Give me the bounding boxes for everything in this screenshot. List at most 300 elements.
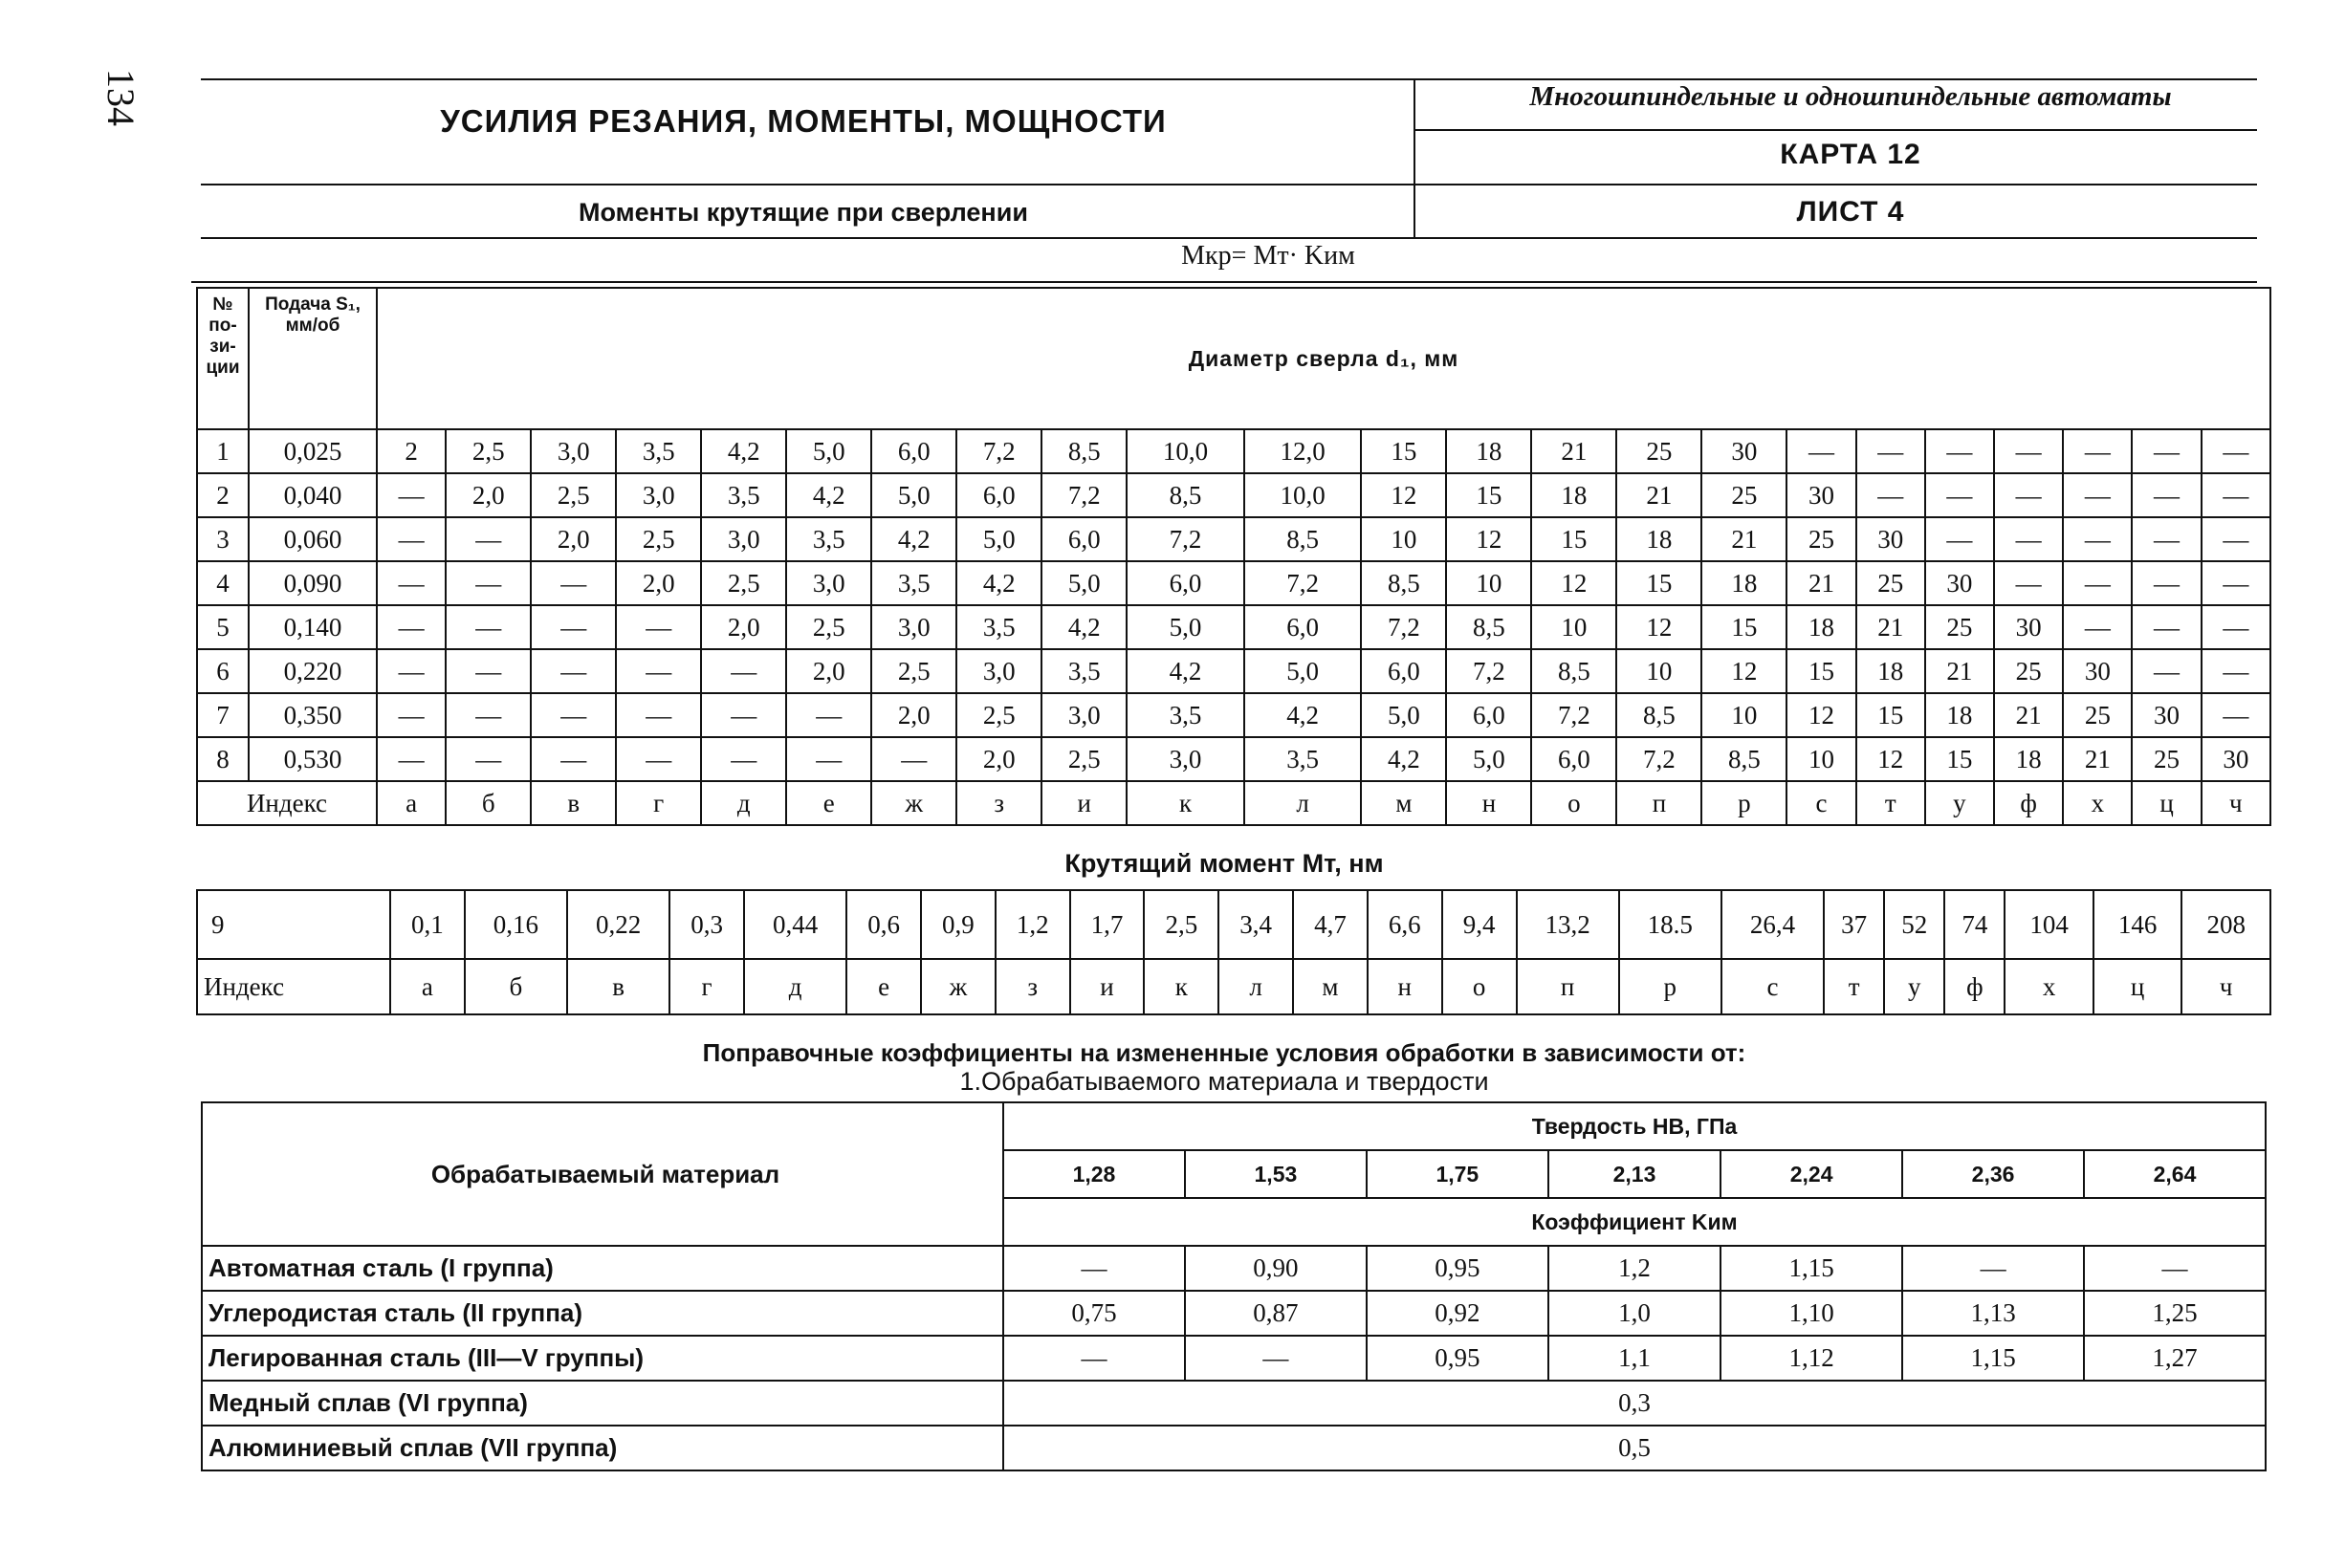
diameter-cell: 18 — [1925, 693, 1994, 737]
diameter-cell: — — [2202, 649, 2270, 693]
torque-index-cell: о — [1442, 959, 1517, 1014]
header-divider — [1414, 78, 1415, 237]
diameter-cell: 5,0 — [1041, 561, 1127, 605]
torque-cell: 146 — [2093, 890, 2182, 959]
torque-index-cell: б — [465, 959, 567, 1014]
index-cell: з — [956, 781, 1041, 825]
header-rule-4 — [191, 281, 2257, 283]
diameter-cell: 4,2 — [956, 561, 1041, 605]
diameter-cell: 25 — [1616, 429, 1701, 473]
index-cell: а — [377, 781, 446, 825]
diameter-cell: — — [377, 561, 446, 605]
diameter-cell: 4,2 — [871, 517, 956, 561]
index-cell: и — [1041, 781, 1127, 825]
index-row — [197, 781, 2270, 825]
diameter-cell: 4,2 — [786, 473, 871, 517]
diameter-cell: 2,5 — [701, 561, 786, 605]
diameter-cell: 18 — [1616, 517, 1701, 561]
material-row — [202, 1246, 2266, 1291]
diameter-cell: 15 — [1361, 429, 1446, 473]
sheet-number: ЛИСТ 4 — [1796, 196, 1905, 228]
index-cell: л — [1244, 781, 1362, 825]
correction-table — [201, 1101, 2267, 1471]
material-name: Автоматная сталь (I группа) — [202, 1246, 1003, 1291]
index-cell: б — [446, 781, 531, 825]
diameter-cell: 21 — [1994, 693, 2063, 737]
diameter-cell: 3,5 — [871, 561, 956, 605]
torque-cell: 26,4 — [1721, 890, 1824, 959]
diameter-cell: — — [446, 605, 531, 649]
coefficient-cell: 0,92 — [1367, 1291, 1548, 1336]
diameter-cell: 7,2 — [1361, 605, 1446, 649]
torque-cell: 208 — [2181, 890, 2270, 959]
feed-cell: 0,060 — [249, 517, 377, 561]
diameter-cell: — — [531, 605, 616, 649]
diameter-cell: 25 — [2063, 693, 2132, 737]
hardness-cell: 1,53 — [1185, 1150, 1367, 1198]
torque-cell: 0,6 — [846, 890, 921, 959]
diameter-cell: 4,2 — [1041, 605, 1127, 649]
feed-cell: 0,090 — [249, 561, 377, 605]
diameter-cell: — — [701, 737, 786, 781]
torque-cell: 74 — [1944, 890, 2005, 959]
coefficient-cell: 0,90 — [1185, 1246, 1367, 1291]
coefficient-cell: 0,5 — [1003, 1426, 2266, 1470]
diameter-cell: 5,0 — [1446, 737, 1531, 781]
diameter-cell: 30 — [1856, 517, 1925, 561]
diameter-cell: 6,0 — [871, 429, 956, 473]
feed-header: Подача S₁, мм/об — [249, 288, 377, 429]
coefficient-cell: — — [1003, 1336, 1185, 1381]
torque-cell: 1,2 — [996, 890, 1070, 959]
section-title: Моменты крутящие при сверлении — [579, 198, 1028, 227]
diameter-cell: — — [616, 693, 701, 737]
index-cell: с — [1786, 781, 1855, 825]
diameter-cell: 3,5 — [956, 605, 1041, 649]
correction-title: Поправочные коэффициенты на измененные условия обработки в зависимости от: — [702, 1038, 1746, 1067]
diameter-cell: 21 — [1531, 429, 1616, 473]
diameter-cell: 30 — [1786, 473, 1855, 517]
diameter-cell: — — [2063, 429, 2132, 473]
diameter-cell: — — [2063, 561, 2132, 605]
diameter-cell: 3,5 — [616, 429, 701, 473]
position-cell: 1 — [197, 429, 249, 473]
diameter-cell: — — [377, 737, 446, 781]
diameter-cell: 2,5 — [531, 473, 616, 517]
coefficient-cell: 1,10 — [1720, 1291, 1902, 1336]
torque-cell: 3,4 — [1218, 890, 1293, 959]
diameter-cell: 3,0 — [956, 649, 1041, 693]
position-cell: 6 — [197, 649, 249, 693]
feed-cell: 0,025 — [249, 429, 377, 473]
diameter-cell: 5,0 — [871, 473, 956, 517]
diameter-cell: — — [446, 737, 531, 781]
diameter-cell: 15 — [1616, 561, 1701, 605]
torque-cell: 0,1 — [390, 890, 465, 959]
material-name: Легированная сталь (III—V группы) — [202, 1336, 1003, 1381]
diameter-cell: — — [1786, 429, 1855, 473]
diameter-cell: — — [1994, 473, 2063, 517]
diameter-cell: 2,0 — [531, 517, 616, 561]
index-cell: ц — [2132, 781, 2201, 825]
coefficient-cell: 1,15 — [1720, 1246, 1902, 1291]
diameter-cell: — — [531, 737, 616, 781]
coefficient-cell: 0,95 — [1367, 1336, 1548, 1381]
torque-table — [196, 889, 2271, 1015]
diameter-cell: 2,5 — [616, 517, 701, 561]
index-cell: е — [786, 781, 871, 825]
feed-cell: 0,530 — [249, 737, 377, 781]
diameter-cell: 21 — [2063, 737, 2132, 781]
diameter-cell: 3,5 — [1041, 649, 1127, 693]
diameter-cell: 3,0 — [786, 561, 871, 605]
torque-cell: 0,44 — [744, 890, 846, 959]
diameter-cell: — — [1994, 517, 2063, 561]
torque-cell: 9,4 — [1442, 890, 1517, 959]
diameter-cell: 10,0 — [1244, 473, 1362, 517]
coefficient-cell: — — [1185, 1336, 1367, 1381]
index-cell: г — [616, 781, 701, 825]
diameter-cell: — — [377, 517, 446, 561]
diameter-cell: 2,0 — [871, 693, 956, 737]
diameter-cell: 21 — [1925, 649, 1994, 693]
coefficient-cell: 1,15 — [1902, 1336, 2084, 1381]
diameter-cell: 5,0 — [956, 517, 1041, 561]
position-cell: 8 — [197, 737, 249, 781]
diameter-header: Диаметр сверла d₁, мм — [377, 288, 2270, 429]
coefficient-cell: — — [1902, 1246, 2084, 1291]
diameter-cell: 3,5 — [701, 473, 786, 517]
position-cell: 4 — [197, 561, 249, 605]
diameter-cell: 7,2 — [1531, 693, 1616, 737]
diameter-cell: 3,5 — [786, 517, 871, 561]
diameter-cell: 5,0 — [1244, 649, 1362, 693]
diameter-cell: 18 — [1786, 605, 1855, 649]
diameter-cell: — — [2202, 517, 2270, 561]
diameter-cell: 7,2 — [1127, 517, 1244, 561]
position-cell: 7 — [197, 693, 249, 737]
diameter-cell: — — [2063, 517, 2132, 561]
table-row — [197, 737, 2270, 781]
diameter-cell: — — [701, 693, 786, 737]
diameter-cell: — — [377, 693, 446, 737]
hardness-cell: 2,64 — [2084, 1150, 2266, 1198]
diameter-cell: 10 — [1361, 517, 1446, 561]
torque-index-cell: ф — [1944, 959, 2005, 1014]
coefficient-cell: 1,12 — [1720, 1336, 1902, 1381]
diameter-cell: 7,2 — [956, 429, 1041, 473]
torque-index-cell: з — [996, 959, 1070, 1014]
diameter-cell: — — [2132, 517, 2201, 561]
coefficient-cell: — — [2084, 1246, 2266, 1291]
diameter-cell: 21 — [1786, 561, 1855, 605]
torque-index-cell: х — [2005, 959, 2093, 1014]
diameter-cell: — — [2202, 473, 2270, 517]
diameter-cell: — — [1856, 429, 1925, 473]
index-cell: д — [701, 781, 786, 825]
coefficient-cell: 0,3 — [1003, 1381, 2266, 1426]
diameter-cell: 4,2 — [1361, 737, 1446, 781]
diameter-cell: — — [2063, 473, 2132, 517]
diameter-cell: 10 — [1786, 737, 1855, 781]
torque-cell: 37 — [1824, 890, 1884, 959]
diameter-cell: 3,0 — [871, 605, 956, 649]
diameter-cell: — — [531, 693, 616, 737]
table-row — [197, 693, 2270, 737]
diameter-cell: 8,5 — [1531, 649, 1616, 693]
diameter-cell: 18 — [1701, 561, 1786, 605]
diameter-cell: 2,5 — [1041, 737, 1127, 781]
page-number: 134 — [99, 69, 142, 126]
index-label: Индекс — [197, 781, 377, 825]
table-row — [197, 517, 2270, 561]
feed-cell: 0,140 — [249, 605, 377, 649]
coefficient-cell: 1,27 — [2084, 1336, 2266, 1381]
material-name: Алюминиевый сплав (VII группа) — [202, 1426, 1003, 1470]
diameter-cell: 8,5 — [1244, 517, 1362, 561]
hardness-cell: 1,28 — [1003, 1150, 1185, 1198]
header-top-rule — [201, 78, 2257, 80]
diameter-cell: 5,0 — [1127, 605, 1244, 649]
diameter-cell: 6,0 — [1127, 561, 1244, 605]
position-cell: 2 — [197, 473, 249, 517]
hardness-cell: 2,13 — [1548, 1150, 1720, 1198]
index-cell: к — [1127, 781, 1244, 825]
coefficient-cell: 1,1 — [1548, 1336, 1720, 1381]
diameter-cell: — — [1925, 473, 1994, 517]
page-title: УСИЛИЯ РЕЗАНИЯ, МОМЕНТЫ, МОЩНОСТИ — [440, 103, 1167, 139]
torque-index-cell: ц — [2093, 959, 2182, 1014]
torque-index-cell: р — [1619, 959, 1721, 1014]
diameter-cell: — — [2132, 605, 2201, 649]
card-number: КАРТА 12 — [1780, 139, 1921, 170]
coefficient-cell: 1,0 — [1548, 1291, 1720, 1336]
diameter-cell: 7,2 — [1041, 473, 1127, 517]
header-rule-3 — [201, 237, 2257, 239]
material-row — [202, 1381, 2266, 1426]
torque-cell: 2,5 — [1144, 890, 1218, 959]
diameter-cell: — — [1925, 517, 1994, 561]
table-row — [197, 473, 2270, 517]
material-row — [202, 1291, 2266, 1336]
index-cell: р — [1701, 781, 1786, 825]
diameter-cell: — — [531, 649, 616, 693]
diameter-cell: 18 — [1856, 649, 1925, 693]
torque-index-cell: г — [669, 959, 744, 1014]
diameter-cell: — — [377, 649, 446, 693]
diameter-cell: — — [446, 693, 531, 737]
diameter-cell: — — [377, 473, 446, 517]
coefficient-cell: 0,87 — [1185, 1291, 1367, 1336]
material-name: Медный сплав (VI группа) — [202, 1381, 1003, 1426]
torque-index-cell: а — [390, 959, 465, 1014]
diameter-cell: 18 — [1446, 429, 1531, 473]
coefficient-cell: 0,95 — [1367, 1246, 1548, 1291]
diameter-cell: 15 — [1531, 517, 1616, 561]
diameter-cell: 8,5 — [1127, 473, 1244, 517]
diameter-cell: — — [2202, 429, 2270, 473]
diameter-cell: 6,0 — [1041, 517, 1127, 561]
index-cell: т — [1856, 781, 1925, 825]
table-row — [197, 649, 2270, 693]
diameter-cell: 3,0 — [1127, 737, 1244, 781]
diameter-cell: 15 — [1856, 693, 1925, 737]
diameter-cell: 15 — [1446, 473, 1531, 517]
diameter-cell: — — [701, 649, 786, 693]
diameter-cell: — — [1856, 473, 1925, 517]
diameter-cell: 30 — [2132, 693, 2201, 737]
diameter-cell: 8,5 — [1616, 693, 1701, 737]
diameter-cell: 25 — [1994, 649, 2063, 693]
diameter-cell: 25 — [1786, 517, 1855, 561]
diameter-cell: 2,5 — [956, 693, 1041, 737]
position-cell: 3 — [197, 517, 249, 561]
diameter-cell: 12 — [1786, 693, 1855, 737]
diameter-cell: 6,0 — [1244, 605, 1362, 649]
diameter-cell: 21 — [1616, 473, 1701, 517]
diameter-cell: 7,2 — [1446, 649, 1531, 693]
diameter-cell: 6,0 — [956, 473, 1041, 517]
torque-index-cell: у — [1884, 959, 1944, 1014]
torque-index-cell: и — [1070, 959, 1145, 1014]
diameter-cell: — — [2202, 693, 2270, 737]
diameter-cell: — — [446, 561, 531, 605]
diameter-cell: 4,2 — [1244, 693, 1362, 737]
diameter-cell: 2,0 — [616, 561, 701, 605]
diameter-cell: 25 — [2132, 737, 2201, 781]
diameter-cell: 25 — [1925, 605, 1994, 649]
index-cell: в — [531, 781, 616, 825]
feed-cell: 0,220 — [249, 649, 377, 693]
diameter-cell: — — [616, 737, 701, 781]
diameter-cell: 12 — [1856, 737, 1925, 781]
table-row — [197, 429, 2270, 473]
torque-position: 9 — [197, 890, 390, 959]
torque-cell: 4,7 — [1293, 890, 1368, 959]
diameter-cell: 5,0 — [786, 429, 871, 473]
torque-cell: 13,2 — [1517, 890, 1619, 959]
diameter-cell: 25 — [1856, 561, 1925, 605]
material-name: Углеродистая сталь (II группа) — [202, 1291, 1003, 1336]
diameter-cell: 6,0 — [1531, 737, 1616, 781]
diameter-cell: 3,5 — [1127, 693, 1244, 737]
material-header: Обрабатываемый материал — [202, 1102, 1003, 1246]
diameter-cell: 12 — [1701, 649, 1786, 693]
diameter-cell: 30 — [2202, 737, 2270, 781]
hardness-cell: 2,36 — [1902, 1150, 2084, 1198]
index-cell: о — [1531, 781, 1616, 825]
diameter-cell: — — [446, 517, 531, 561]
diameter-cell: — — [786, 737, 871, 781]
torque-cell: 0,22 — [567, 890, 669, 959]
diameter-cell: 12 — [1446, 517, 1531, 561]
coefficient-cell: 1,2 — [1548, 1246, 1720, 1291]
diameter-cell: 3,0 — [616, 473, 701, 517]
diameter-cell: 3,0 — [701, 517, 786, 561]
header-rule-2 — [201, 184, 2257, 185]
torque-index-cell: ч — [2181, 959, 2270, 1014]
diameter-cell: 30 — [1925, 561, 1994, 605]
torque-index-cell: с — [1721, 959, 1824, 1014]
machine-subtitle: Многошпиндельные и одношпиндельные автоматы — [1529, 81, 2172, 112]
torque-index-cell: к — [1144, 959, 1218, 1014]
diameter-cell: 10 — [1531, 605, 1616, 649]
diameter-cell: 21 — [1701, 517, 1786, 561]
diameter-cell: — — [2132, 649, 2201, 693]
torque-index-cell: л — [1218, 959, 1293, 1014]
torque-index-cell: н — [1368, 959, 1442, 1014]
torque-index-cell: е — [846, 959, 921, 1014]
index-cell: н — [1446, 781, 1531, 825]
diameter-cell: 2,0 — [446, 473, 531, 517]
diameter-cell: — — [531, 561, 616, 605]
diameter-cell: 30 — [2063, 649, 2132, 693]
torque-index-label: Индекс — [197, 959, 390, 1014]
diameter-cell: 12,0 — [1244, 429, 1362, 473]
diameter-cell: 25 — [1701, 473, 1786, 517]
header-rule-right-1 — [1415, 129, 2257, 131]
torque-cell: 104 — [2005, 890, 2093, 959]
diameter-cell: 2,0 — [956, 737, 1041, 781]
torque-row — [197, 890, 2270, 959]
diameter-cell: — — [2202, 561, 2270, 605]
diameter-cell: — — [1994, 429, 2063, 473]
torque-cell: 18.5 — [1619, 890, 1721, 959]
index-cell: ч — [2202, 781, 2270, 825]
index-cell: х — [2063, 781, 2132, 825]
diameter-cell: — — [2202, 605, 2270, 649]
diameter-cell: 8,5 — [1361, 561, 1446, 605]
index-cell: ж — [871, 781, 956, 825]
coefficient-header: Коэффициент Kим — [1003, 1198, 2266, 1246]
diameter-cell: 4,2 — [701, 429, 786, 473]
diameter-cell: 2,5 — [446, 429, 531, 473]
material-row — [202, 1336, 2266, 1381]
diameter-cell: 6,0 — [1361, 649, 1446, 693]
torque-index-cell: ж — [921, 959, 996, 1014]
index-cell: у — [1925, 781, 1994, 825]
diameter-cell: 30 — [1994, 605, 2063, 649]
drill-diameter-table — [196, 287, 2271, 826]
diameter-cell: 10 — [1701, 693, 1786, 737]
table-row — [197, 561, 2270, 605]
diameter-cell: 8,5 — [1446, 605, 1531, 649]
diameter-cell: 6,0 — [1446, 693, 1531, 737]
torque-index-cell: д — [744, 959, 846, 1014]
torque-cell: 1,7 — [1070, 890, 1145, 959]
diameter-cell: — — [1925, 429, 1994, 473]
diameter-cell: 3,5 — [1244, 737, 1362, 781]
diameter-cell: 10,0 — [1127, 429, 1244, 473]
diameter-cell: 2,5 — [871, 649, 956, 693]
diameter-cell: 4,2 — [1127, 649, 1244, 693]
hardness-cell: 2,24 — [1720, 1150, 1902, 1198]
diameter-cell: 30 — [1701, 429, 1786, 473]
feed-cell: 0,040 — [249, 473, 377, 517]
diameter-cell: — — [446, 649, 531, 693]
diameter-cell: 12 — [1616, 605, 1701, 649]
material-row — [202, 1426, 2266, 1470]
diameter-cell: 2,5 — [786, 605, 871, 649]
index-cell: м — [1361, 781, 1446, 825]
diameter-cell: 18 — [1994, 737, 2063, 781]
diameter-cell: — — [786, 693, 871, 737]
diameter-cell: 2,0 — [701, 605, 786, 649]
diameter-cell: — — [2063, 605, 2132, 649]
torque-cell: 6,6 — [1368, 890, 1442, 959]
diameter-cell: 3,0 — [1041, 693, 1127, 737]
diameter-cell: 5,0 — [1361, 693, 1446, 737]
